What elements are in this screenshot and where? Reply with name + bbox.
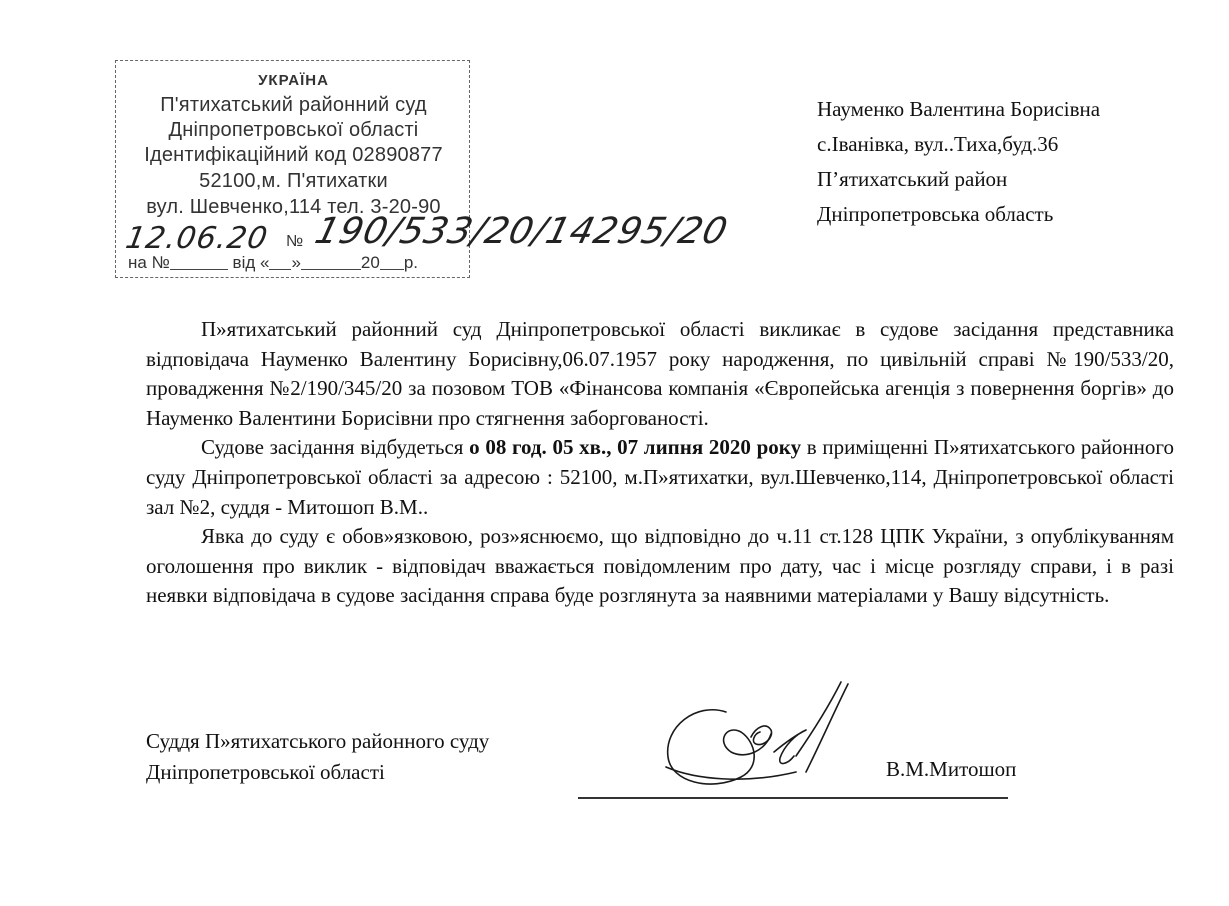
court-stamp <box>115 60 733 278</box>
stamp-year-suffix: р. <box>403 253 419 272</box>
addressee-name: Науменко Валентина Борисівна <box>817 97 1101 121</box>
p2-start: Судове засідання відбудеться <box>201 435 470 460</box>
blank-line <box>269 254 291 270</box>
blank-line <box>170 254 228 270</box>
registration-no-label: № <box>286 233 304 250</box>
body-paragraph-2 <box>146 433 1174 522</box>
stamp-street: вул. Шевченко,114 тел. 3-20-90 <box>146 196 441 218</box>
judge-title-line2: Дніпропетровської області <box>146 760 385 784</box>
body-paragraph-1: П»ятихатський районний суд Дніпропетровської області викликає в судове засідання представника відповідача Науменко Валентину Борисівну,06.07.1957 року народження, по цивільній справі №190/533/20, провадження №2/190/345/20 за позовом ТОВ «Фінансова компанія «Європейська агенція з повернення боргів» до Науменко Валентини Борисівни про стягнення заборгованості. <box>146 317 1174 430</box>
judge-title <box>146 726 489 788</box>
p2-end: в приміщенні П»ятихатського районного суду Дніпропетровської області за адресою : 52100, м.П»ятихатки, вул.Шевченко,114, Дніпропетровської області зал №2, суддя - Митошоп В.М.. <box>146 435 1175 519</box>
addressee-block <box>817 92 1100 232</box>
judge-title-line1: Суддя П»ятихатського районного суду <box>146 729 490 753</box>
addressee-region: Дніпропетровська область <box>817 202 1054 226</box>
judge-name: В.М.Митошоп <box>886 757 1017 781</box>
summons-body <box>146 315 1174 611</box>
stamp-city: 52100,м. П'ятихатки <box>199 170 388 192</box>
handwritten-signature <box>656 672 856 802</box>
stamp-na-label: на № <box>128 253 170 272</box>
registration-number: 190/533/20/14295/20 <box>310 211 733 252</box>
addressee-district: П’ятихатський район <box>817 167 1008 191</box>
stamp-region: Дніпропетровської області <box>168 119 419 141</box>
blank-line <box>301 254 361 270</box>
hearing-datetime: о 08 год. 05 хв., 07 липня 2020 року <box>469 435 802 460</box>
signature-line <box>578 797 1008 799</box>
stamp-country: УКРАЇНА <box>258 72 329 89</box>
addressee-address: с.Іванівка, вул..Тиха,буд.36 <box>817 132 1059 156</box>
stamp-vid-label: від « <box>232 253 270 272</box>
stamp-reference-row <box>128 253 418 273</box>
blank-line <box>380 254 404 270</box>
stamp-court-name: П'ятихатський районний суд <box>160 94 427 116</box>
stamp-id-code: Ідентифікаційний код 02890877 <box>144 144 443 166</box>
registration-date: 12.06.20 <box>122 221 271 256</box>
body-paragraph-3: Явка до суду є обов»язковою, роз»яснюємо, що відповідно до ч.11 ст.128 ЦПК України, з опублікуванням оголошення про виклик - відповідач вважається повідомленим про дату, час і місце розгляду справи, і в разі неявки відповідача в судове засідання справа буде розглянута за наявними матеріалами у Вашу відсутність. <box>146 524 1174 608</box>
stamp-quote-close: » <box>291 253 301 272</box>
stamp-year-prefix: 20 <box>360 253 380 272</box>
